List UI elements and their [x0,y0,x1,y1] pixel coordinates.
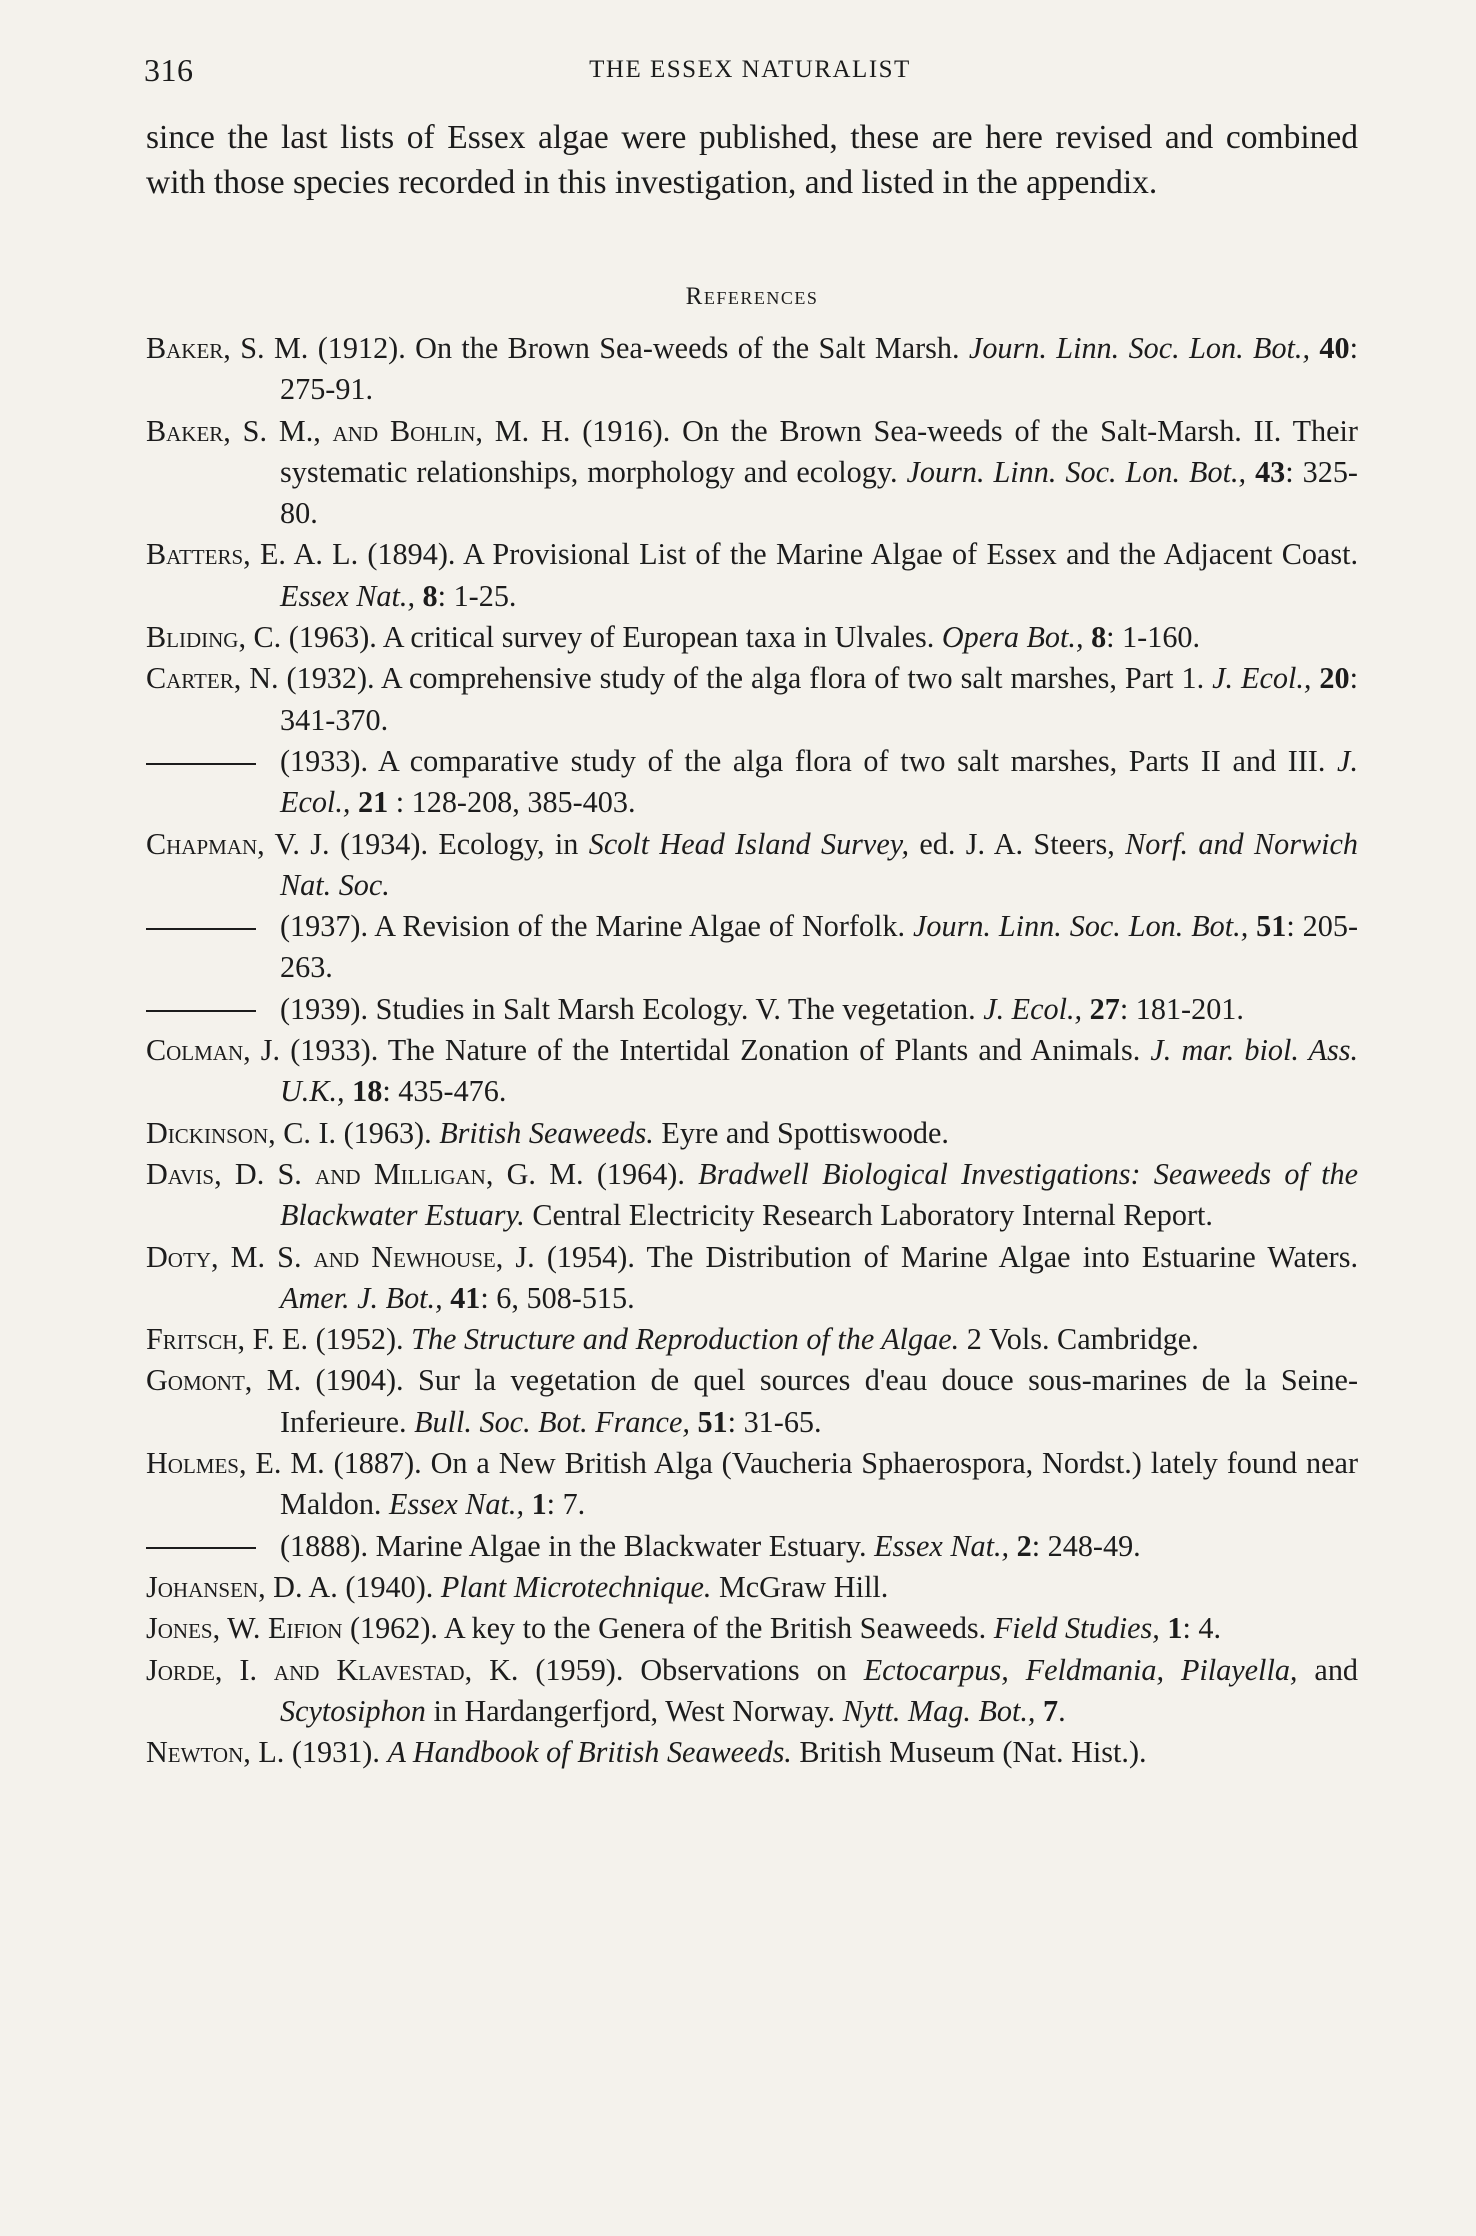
page-header [144,52,1356,92]
reference-pages: and [1297,1652,1359,1687]
reference-entry [146,1113,1358,1154]
reference-author: Davis, D. S. and Milligan, G. M. [146,1156,584,1191]
reference-entry [146,1443,1358,1526]
reference-author: Doty, M. S. and Newhouse, J. [146,1239,535,1274]
reference-volume: 7 [1035,1693,1059,1728]
reference-pages: : 435-476. [382,1074,507,1109]
reference-entry [146,658,1358,741]
reference-author: Bliding, C. [146,620,282,655]
reference-volume: 8 [1083,620,1107,655]
reference-pages: British Museum (Nat. Hist.). [791,1735,1147,1770]
ditto-dash [146,928,256,931]
references-list [146,328,1358,1773]
reference-pages: : 341-370. [280,661,1358,737]
reference-pages: : 1-25. [437,578,517,613]
reference-journal: A Handbook of British Seaweeds. [387,1735,792,1770]
reference-text: (1963). [336,1115,440,1150]
reference-text: (1962). A key to the Genera of the British Seaweeds. [342,1611,994,1646]
reference-volume: 21 [350,785,389,820]
reference-entry [146,617,1358,658]
reference-entry [146,906,1358,989]
reference-volume: 43 [1246,454,1286,489]
reference-journal: Journ. Linn. Soc. Lon. Bot., [968,331,1311,365]
reference-text: (1933). A comparative study of the alga flora of two salt marshes, Parts II and III. [280,743,1338,778]
reference-author: Chapman, V. J. [146,826,330,861]
reference-text: (1952). [308,1322,412,1357]
reference-journal: Plant Microtechnique. [440,1569,712,1604]
references-heading: References [685,283,819,310]
reference-text: (1888). Marine Algae in the Blackwater Estuary. [280,1528,875,1563]
reference-entry [146,1567,1358,1608]
reference-journal: Opera Bot., [941,620,1084,655]
reference-author: Dickinson, C. I. [146,1115,337,1150]
reference-pages: McGraw Hill. [711,1569,889,1604]
reference-pages: : 275-91. [280,331,1358,407]
reference-text: (1932). A comprehensive study of the alga flora of two salt marshes, Part 1. [278,661,1213,696]
reference-entry [146,1732,1358,1773]
reference-text: (1912). On the Brown Sea-weeds of the Salt Marsh. [308,331,969,365]
reference-entry [146,1237,1358,1320]
reference-journal: Journ. Linn. Soc. Lon. Bot., [906,454,1247,489]
reference-author: Colman, J. [146,1033,281,1068]
reference-text: (1940). [337,1569,441,1604]
reference-entry [146,411,1358,535]
reference-author: Newton, L. [146,1735,285,1770]
reference-tail: . [1058,1693,1066,1728]
reference-pages: Eyre and Spottiswoode. [653,1115,949,1150]
reference-volume: 41 [442,1280,481,1315]
reference-journal: Essex Nat., [874,1528,1010,1563]
reference-pages: : 248-49. [1031,1528,1141,1563]
reference-text: (1887). On a New British Alga (Vaucheria Sphaerospora, Nordst.) lately found near Maldon. [280,1446,1358,1522]
reference-volume: 2 [1009,1528,1032,1563]
reference-text: (1934). Ecology, in [329,826,589,861]
reference-pages: : 6, 508-515. [480,1280,635,1315]
reference-author: Holmes, E. M. [146,1446,325,1481]
reference-volume: 18 [344,1074,383,1109]
reference-tail: in Hardangerfjord, West Norway. [425,1693,843,1728]
reference-author: Batters, E. A. L. [146,537,359,572]
reference-text: (1964). [583,1156,699,1191]
page-number: 316 [144,52,194,88]
reference-volume: 20 [1311,661,1350,696]
reference-pages: : 31-65. [727,1404,822,1439]
ditto-dash [146,763,256,766]
reference-journal: J. Ecol., [280,743,1358,820]
reference-journal: J. mar. biol. Ass. U.K., [280,1033,1358,1109]
reference-entry [146,824,1358,907]
reference-entry [146,328,1358,411]
reference-journal: Ectocarpus, Feldmania, Pilayella, [863,1652,1298,1687]
reference-entry [146,1154,1358,1237]
reference-pages: : 181-201. [1119,991,1244,1026]
reference-entry [146,1319,1358,1360]
reference-author: Fritsch, F. E. [146,1322,309,1357]
reference-author: Carter, N. [146,661,279,696]
reference-author: Jones, W. Eifion [146,1611,343,1646]
reference-journal: Journ. Linn. Soc. Lon. Bot., [913,909,1249,944]
reference-author: Johansen, D. A. [146,1569,338,1604]
reference-text: (1894). A Provisional List of the Marine Algae of Essex and the Adjacent Coast. [358,537,1358,572]
reference-text: (1904). Sur la vegetation de quel sources d'eau douce sous-marines de la Seine-Inferieure. [280,1363,1358,1439]
reference-volume: 1 [524,1487,547,1522]
reference-text: (1937). A Revision of the Marine Algae of Norfolk. [280,909,913,944]
reference-author: Jorde, I. and Klavestad, K. [146,1652,519,1687]
reference-pages: : 4. [1182,1611,1222,1646]
reference-journal: J. Ecol., [983,991,1083,1026]
ditto-dash [146,1547,256,1550]
ditto-dash [146,1010,256,1013]
reference-entry [146,534,1358,617]
reference-pages: : 7. [546,1487,586,1522]
reference-text: (1931). [284,1735,388,1770]
reference-text: (1959). Observations on [518,1652,864,1687]
reference-journal: Essex Nat., [280,578,415,613]
reference-volume: 1 [1159,1611,1183,1646]
reference-journal: Amer. J. Bot., [280,1280,443,1315]
reference-journal: Scolt Head Island Survey, [588,826,910,861]
intro-paragraph: since the last lists of Essex algae were published, these are here revised and combined with those species recorded in this investigation, and listed in the appendix. [146,119,1358,201]
reference-pages: : 325-80. [280,454,1358,531]
reference-journal: Field Studies, [993,1611,1160,1646]
reference-text: (1933). The Nature of the Intertidal Zonation of Plants and Animals. [280,1033,1151,1068]
reference-pages: : 1-160. [1106,620,1201,655]
reference-author: Baker, S. M. [146,331,309,365]
reference-journal: Nytt. Mag. Bot., [842,1693,1036,1728]
reference-entry [146,1650,1358,1733]
reference-entry [146,1608,1358,1649]
reference-entry [146,1360,1358,1443]
reference-entry [146,741,1358,824]
reference-text: (1916). On the Brown Sea-weeds of the Salt-Marsh. II. Their systematic relationships, morphology and ecology. [280,413,1358,489]
reference-journal: Bull. Soc. Bot. France, [414,1404,690,1439]
reference-author: Gomont, M. [146,1363,302,1398]
reference-journal: Bradwell Biological Investigations: Seaweeds of the Blackwater Estuary. [280,1156,1358,1233]
reference-pages: : 128-208, 385-403. [388,785,636,820]
reference-volume: 27 [1082,991,1120,1026]
reference-journal: The Structure and Reproduction of the Algae. [411,1322,960,1357]
reference-entry [146,989,1358,1030]
reference-volume: 40 [1310,331,1350,365]
reference-italic-tail: Norf. and Norwich Nat. Soc. [280,826,1358,902]
reference-entry [146,1030,1358,1113]
reference-volume: 8 [415,578,438,613]
reference-text: (1963). A critical survey of European taxa in Ulvales. [281,620,942,655]
reference-volume: 51 [689,1404,728,1439]
reference-pages: Central Electricity Research Laboratory Internal Report. [524,1198,1213,1233]
reference-journal: Essex Nat., [389,1487,525,1522]
reference-journal: British Seaweeds. [439,1115,654,1150]
reference-italic-tail: Scytosiphon [280,1693,426,1728]
reference-text: (1954). The Distribution of Marine Algae into Estuarine Waters. [534,1239,1358,1274]
reference-pages: 2 Vols. Cambridge. [959,1322,1199,1357]
reference-volume: 51 [1248,909,1287,944]
reference-entry [146,1526,1358,1567]
reference-pages: ed. J. A. Steers, [909,826,1126,861]
reference-journal: J. Ecol., [1212,661,1312,696]
running-head: THE ESSEX NATURALIST [589,56,911,83]
reference-pages: : 205-263. [280,909,1359,985]
reference-author: Baker, S. M., and Bohlin, M. H. [146,413,571,448]
reference-text: (1939). Studies in Salt Marsh Ecology. V. The vegetation. [280,991,984,1026]
